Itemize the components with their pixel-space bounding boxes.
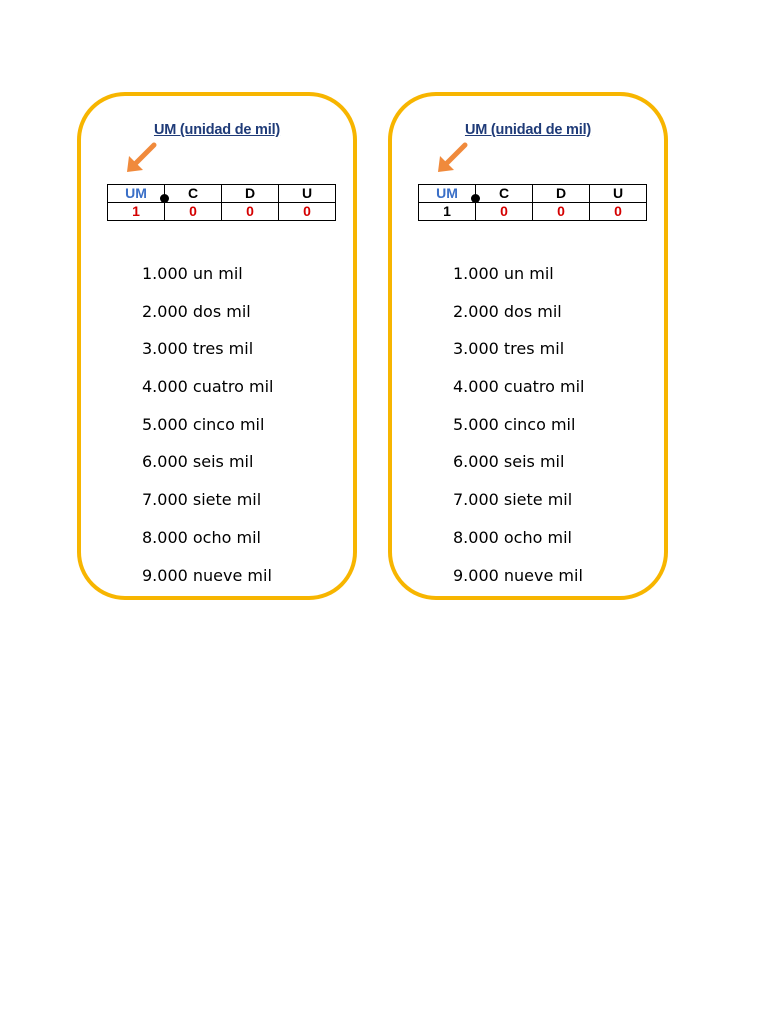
card-right — [388, 92, 668, 600]
arrow-down-left-icon — [125, 142, 157, 174]
list-item: 5.000 cinco mil — [453, 414, 576, 434]
header-c: C — [476, 185, 533, 203]
value-um: 1 — [108, 203, 165, 221]
value-d: 0 — [222, 203, 279, 221]
list-item: 4.000 cuatro mil — [453, 377, 585, 397]
list-item: 6.000 seis mil — [453, 452, 565, 472]
value-c: 0 — [165, 203, 222, 221]
decimal-point-dot — [471, 194, 480, 203]
header-c: C — [165, 185, 222, 203]
value-um: 1 — [419, 203, 476, 221]
header-um: UM — [419, 185, 476, 203]
list-item: 8.000 ocho mil — [453, 527, 572, 547]
decimal-point-dot — [160, 194, 169, 203]
value-u: 0 — [279, 203, 336, 221]
arrow-down-left-icon — [436, 142, 468, 174]
header-d: D — [222, 185, 279, 203]
place-value-table — [107, 184, 336, 221]
place-value-table — [418, 184, 647, 221]
card-left — [77, 92, 357, 600]
list-item: 6.000 seis mil — [142, 452, 254, 472]
header-um: UM — [108, 185, 165, 203]
list-item: 1.000 un mil — [142, 264, 243, 283]
value-u: 0 — [590, 203, 647, 221]
list-item: 3.000 tres mil — [142, 339, 254, 359]
list-item: 1.000 un mil — [453, 264, 554, 283]
value-c: 0 — [476, 203, 533, 221]
number-list — [453, 264, 584, 603]
header-u: U — [590, 185, 647, 203]
value-d: 0 — [533, 203, 590, 221]
list-item: 8.000 ocho mil — [142, 527, 261, 547]
list-item: 7.000 siete mil — [453, 490, 573, 510]
list-item: 2.000 dos mil — [142, 301, 251, 321]
list-item: 5.000 cinco mil — [142, 414, 265, 434]
header-d: D — [533, 185, 590, 203]
list-item: 9.000 nueve mil — [453, 565, 583, 585]
table-header-row — [419, 185, 647, 203]
number-list — [142, 264, 273, 603]
list-item: 9.000 nueve mil — [142, 565, 272, 585]
card-title: UM (unidad de mil) — [153, 122, 281, 138]
table-header-row — [108, 185, 336, 203]
list-item: 3.000 tres mil — [453, 339, 565, 359]
list-item: 2.000 dos mil — [453, 301, 562, 321]
table-value-row — [108, 203, 336, 221]
list-item: 7.000 siete mil — [142, 490, 262, 510]
list-item: 4.000 cuatro mil — [142, 377, 274, 397]
table-value-row — [419, 203, 647, 221]
card-title: UM (unidad de mil) — [464, 122, 592, 138]
header-u: U — [279, 185, 336, 203]
